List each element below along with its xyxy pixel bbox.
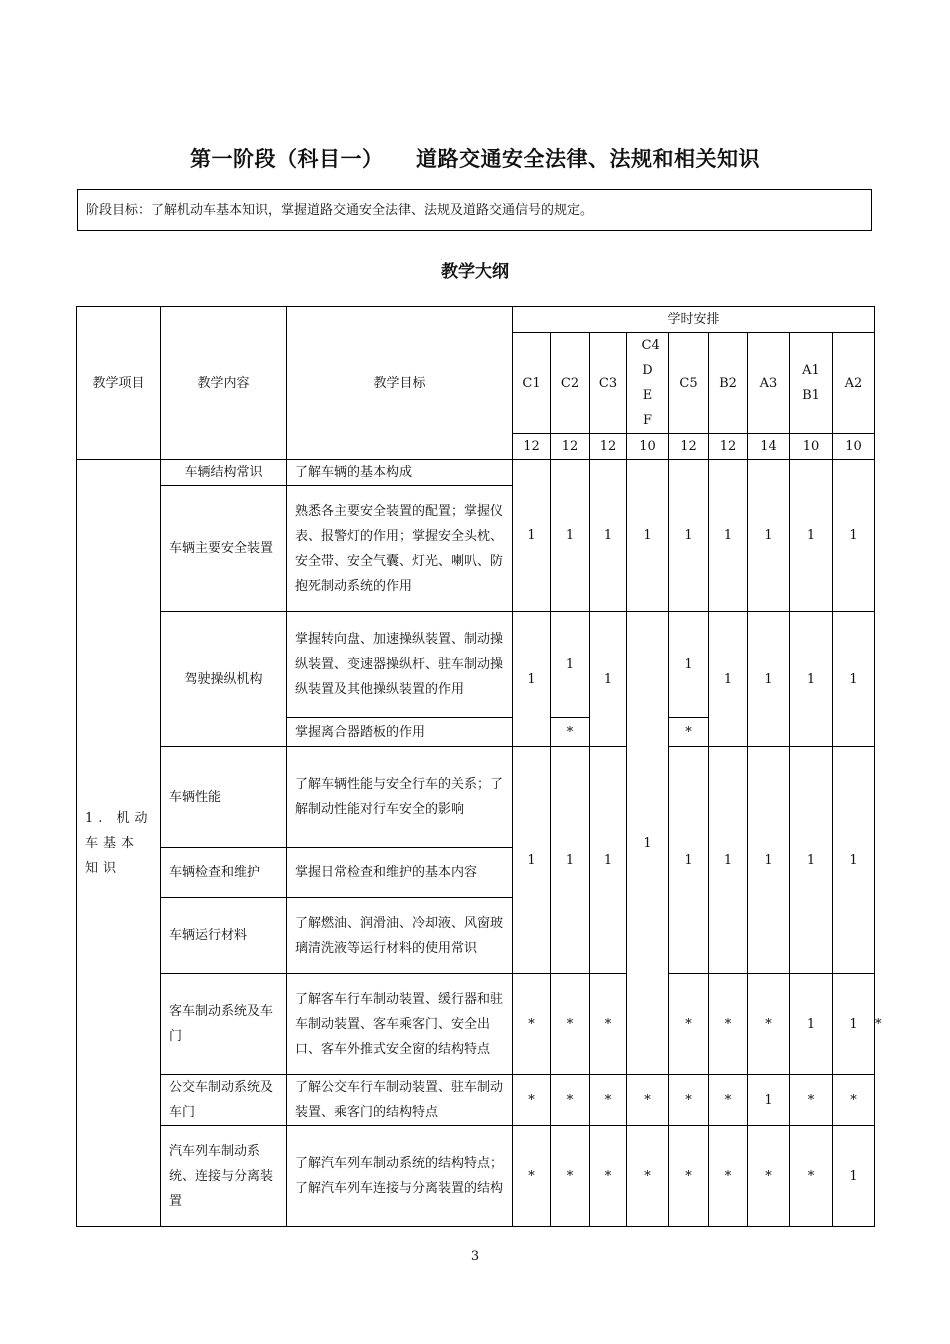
value-cell: 1: [709, 460, 748, 612]
value-cell: *: [513, 1075, 551, 1126]
value-cell: *: [790, 1075, 833, 1126]
value-cell: *: [709, 1126, 748, 1227]
hours-cell: 10: [627, 434, 669, 460]
value-cell: *: [669, 1075, 709, 1126]
value-cell: *: [669, 718, 709, 747]
value-cell: 1: [590, 460, 627, 612]
value-cell: *: [833, 1075, 875, 1126]
goal-cell: 了解车辆性能与安全行车的关系；了解制动性能对行车安全的影响: [287, 747, 513, 848]
value-cell: 1: [833, 974, 875, 1075]
value-cell: 1: [748, 747, 790, 974]
col-a3: A3: [748, 333, 790, 434]
col-b2: B2: [709, 333, 748, 434]
value-cell: 1: [709, 612, 748, 747]
goal-cell: 了解公交车行车制动装置、驻车制动装置、乘客门的结构特点: [287, 1075, 513, 1126]
col-c3: C3: [590, 333, 627, 434]
hours-cell: 12: [551, 434, 590, 460]
header-goal: 教学目标: [287, 307, 513, 460]
content-cell: 公交车制动系统及车门: [161, 1075, 287, 1126]
value-cell: 1: [590, 747, 627, 974]
value-cell: 1: [627, 612, 669, 1075]
value-cell: 1: [513, 460, 551, 612]
value-cell: *: [590, 1126, 627, 1227]
value-cell: *: [748, 974, 790, 1075]
value-cell: 1: [833, 612, 875, 747]
goal-cell: 了解燃油、润滑油、冷却液、风窗玻璃清洗液等运行材料的使用常识: [287, 898, 513, 974]
value-cell: 1: [833, 1126, 875, 1227]
value-cell: *: [627, 1126, 669, 1227]
value-cell: 1: [551, 460, 590, 612]
stage-goal: 阶段目标：了解机动车基本知识，掌握道路交通安全法律、法规及道路交通信号的规定。: [77, 189, 872, 231]
value-cell: 1: [513, 612, 551, 747]
col-c4def: [627, 333, 669, 434]
value-cell: 1: [513, 747, 551, 974]
value-cell: 1: [833, 460, 875, 612]
value-cell: *: [551, 1075, 590, 1126]
hours-cell: 10: [790, 434, 833, 460]
value-cell: 1: [748, 612, 790, 747]
hours-cell: 12: [669, 434, 709, 460]
value-cell: 1: [669, 460, 709, 612]
header-content: 教学内容: [161, 307, 287, 460]
value-cell: *: [627, 1075, 669, 1126]
project-cell: 1. 机动车基本知识: [77, 460, 161, 1227]
value-cell: 1: [748, 460, 790, 612]
col-c1: C1: [513, 333, 551, 434]
col-a2: A2: [833, 333, 875, 434]
value-cell: *: [790, 1126, 833, 1227]
goal-cell: 了解车辆的基本构成: [287, 460, 513, 486]
content-cell: 客车制动系统及车门: [161, 974, 287, 1075]
syllabus-table: [76, 306, 882, 1227]
content-cell: 车辆检查和维护: [161, 848, 287, 898]
hours-cell: 12: [590, 434, 627, 460]
page-title: 第一阶段（科目一） 道路交通安全法律、法规和相关知识: [190, 147, 760, 171]
value-cell: *: [551, 974, 590, 1075]
value-cell: 1: [790, 747, 833, 974]
value-cell: *: [551, 718, 590, 747]
value-cell: 1: [669, 747, 709, 974]
table-row: [77, 1126, 875, 1227]
table-row: [77, 747, 875, 848]
value-cell: *: [513, 974, 551, 1075]
goal-cell: 熟悉各主要安全装置的配置；掌握仪表、报警灯的作用；掌握安全头枕、安全带、安全气囊、灯光、喇叭、防抱死制动系统的作用: [287, 486, 513, 612]
table-row: 客车制动系统及车门 了解客车行车制动装置、缓行器和驻车制动装置、客车乘客门、安全出口、客车外推式安全窗的结构特点 * * * * * * 1 1 *: [77, 974, 875, 1075]
goal-cell: 掌握离合器踏板的作用: [287, 718, 513, 747]
value-cell: 1: [833, 747, 875, 974]
value-cell: 1: [748, 1075, 790, 1126]
col-c4def-label: C4 D E F: [641, 338, 660, 428]
hours-cell: 14: [748, 434, 790, 460]
page-number: 3: [470, 1249, 480, 1264]
value-cell: 1: [790, 974, 833, 1075]
section-subtitle: 教学大纲: [441, 262, 509, 282]
hours-cell: 12: [513, 434, 551, 460]
goal-cell: 了解客车行车制动装置、缓行器和驻车制动装置、客车乘客门、安全出口、客车外推式安全窗的结构特点: [287, 974, 513, 1075]
content-cell: 驾驶操纵机构: [161, 612, 287, 747]
value-cell: 1: [590, 612, 627, 747]
goal-cell: 掌握转向盘、加速操纵装置、制动操纵装置、变速器操纵杆、驻车制动操纵装置及其他操纵装置的作用: [287, 612, 513, 718]
value-cell: *: [590, 974, 627, 1075]
hours-cell: 10: [833, 434, 875, 460]
value-cell: *: [748, 1126, 790, 1227]
content-cell: 汽车列车制动系统、连接与分离装置: [161, 1126, 287, 1227]
value-cell: 1: [551, 612, 590, 718]
value-cell: *: [709, 974, 748, 1075]
table-row: [77, 612, 875, 718]
value-cell: 1: [551, 747, 590, 974]
col-c2: C2: [551, 333, 590, 434]
header-row: [77, 307, 875, 333]
hours-cell: 12: [709, 434, 748, 460]
table-row: [77, 460, 875, 486]
content-cell: 车辆主要安全装置: [161, 486, 287, 612]
value-cell: 1: [627, 460, 669, 612]
table-row: [77, 1075, 875, 1126]
col-a1b1-label: A1 B1: [802, 363, 820, 403]
col-c5: C5: [669, 333, 709, 434]
header-project: 教学项目: [77, 307, 161, 460]
goal-cell: 掌握日常检查和维护的基本内容: [287, 848, 513, 898]
value-cell: *: [513, 1126, 551, 1227]
header-hours: 学时安排: [513, 307, 875, 333]
col-a1b1: [790, 333, 833, 434]
value-cell: 1: [709, 747, 748, 974]
goal-cell: 了解汽车列车制动系统的结构特点；了解汽车列车连接与分离装置的结构: [287, 1126, 513, 1227]
value-cell: *: [669, 1126, 709, 1227]
content-cell: 车辆结构常识: [161, 460, 287, 486]
value-cell: *: [669, 974, 709, 1075]
content-cell: 车辆性能: [161, 747, 287, 848]
content-cell: 车辆运行材料: [161, 898, 287, 974]
value-cell: *: [590, 1075, 627, 1126]
value-cell: 1: [790, 460, 833, 612]
value-cell: *: [709, 1075, 748, 1126]
value-cell: 1: [669, 612, 709, 718]
value-cell: 1: [790, 612, 833, 747]
value-cell: *: [551, 1126, 590, 1227]
